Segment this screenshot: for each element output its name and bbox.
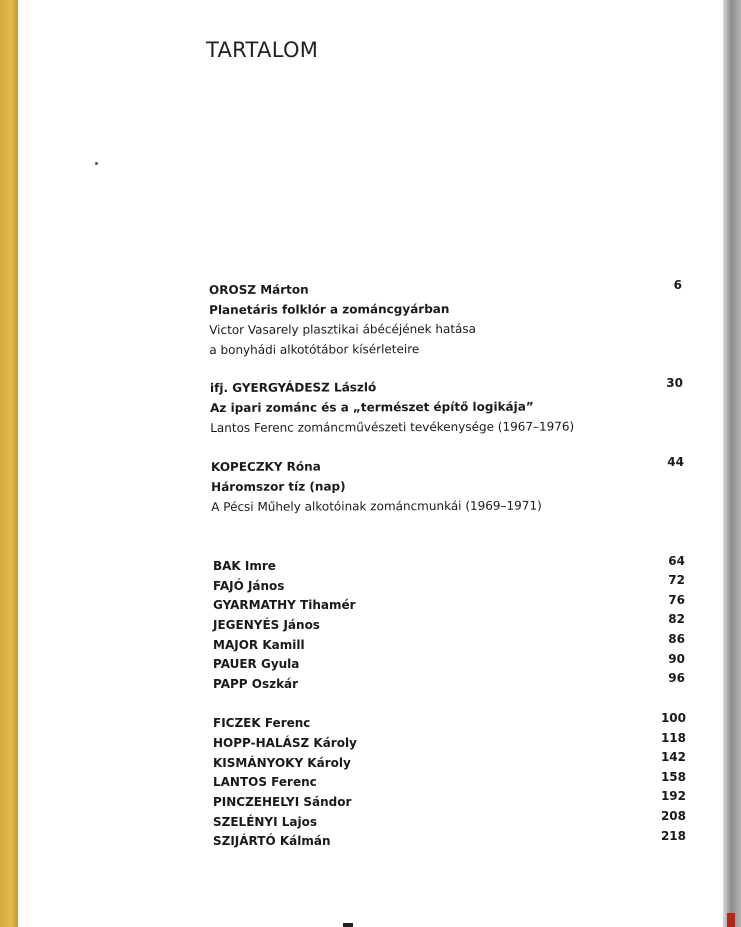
artist-page-number: 192 [660, 789, 686, 803]
artist-name: HOPP-HALÁSZ Károly [213, 736, 357, 750]
artist-page-number: 90 [668, 652, 685, 666]
essay-page-number: 6 [673, 278, 682, 292]
artist-entry [213, 674, 298, 694]
essay-title: Háromszor tíz (nap) [211, 479, 346, 494]
artist-name: FICZEK Ferenc [213, 716, 311, 730]
artist-page-number: 158 [660, 770, 686, 784]
artist-name: SZELÉNYI Lajos [213, 815, 318, 829]
artist-name: MAJOR Kamill [213, 638, 305, 652]
artist-page-number: 64 [668, 554, 685, 568]
artist-entry [213, 831, 330, 851]
artist-page-number: 82 [668, 612, 685, 626]
artist-entry [213, 772, 317, 792]
essay-author: ifj. GYERGYÁDESZ László [210, 380, 377, 395]
artist-name: JEGENYÉS János [213, 618, 320, 632]
artist-page-number: 218 [660, 829, 686, 843]
artist-entry [213, 792, 351, 812]
artist-page-number: 86 [668, 632, 685, 646]
artist-name: SZIJÁRTÓ Kálmán [213, 834, 331, 848]
essay-page-number: 44 [667, 455, 684, 469]
artist-name: PINCZEHELYI Sándor [213, 795, 352, 809]
artist-entry [213, 812, 317, 832]
essay-title: Az ipari zománc és a „természet építő logikája” [210, 399, 534, 415]
artist-page-number: 142 [660, 750, 686, 764]
artist-name: GYARMATHY Tihamér [213, 598, 356, 612]
toc-essay-entry [209, 279, 476, 360]
page-edge-shadow [723, 0, 741, 927]
artist-page-number: 118 [660, 731, 686, 745]
bottom-mark [343, 923, 353, 927]
page-title: TARTALOM [206, 38, 319, 62]
essay-page-number: 30 [666, 376, 683, 390]
artist-entry [213, 615, 320, 635]
book-spine [0, 0, 18, 927]
artist-entry [213, 733, 357, 753]
artist-page-number: 208 [660, 809, 686, 823]
artist-page-number: 96 [668, 671, 685, 685]
artist-name: PAPP Oszkár [213, 677, 299, 691]
essay-subtitle: A Pécsi Műhely alkotóinak zománcmunkái (1969–1971) [211, 498, 542, 514]
toc-essay-entry [210, 376, 574, 438]
artist-name: BAK Imre [213, 559, 276, 573]
artist-entry [213, 595, 356, 615]
artist-entry [213, 576, 284, 596]
artist-entry [213, 635, 305, 655]
essay-author: KOPECZKY Róna [211, 459, 321, 474]
essay-subtitle: Lantos Ferenc zománcművészeti tevékenysége (1967–1976) [210, 419, 575, 435]
artist-entry [213, 556, 276, 576]
page-edge-mark [727, 913, 735, 927]
artist-page-number: 100 [660, 711, 686, 725]
artist-entry [213, 713, 310, 733]
dust-speck [95, 162, 98, 165]
essay-author: OROSZ Márton [209, 282, 309, 297]
essay-subtitle: a bonyhádi alkotótábor kísérleteire [209, 342, 420, 357]
artist-entry [213, 753, 351, 773]
artist-entry [213, 654, 299, 674]
essay-subtitle: Victor Vasarely plasztikai ábécéjének hatása [209, 321, 477, 337]
essay-title: Planetáris folklór a zománcgyárban [209, 301, 450, 317]
artist-name: KISMÁNYOKY Károly [213, 756, 351, 770]
artist-page-number: 72 [668, 573, 685, 587]
artist-page-number: 76 [668, 593, 685, 607]
artist-name: FAJÓ János [213, 579, 285, 593]
artist-name: PAUER Gyula [213, 657, 300, 671]
artist-name: LANTOS Ferenc [213, 775, 317, 789]
toc-essay-entry [211, 456, 542, 517]
